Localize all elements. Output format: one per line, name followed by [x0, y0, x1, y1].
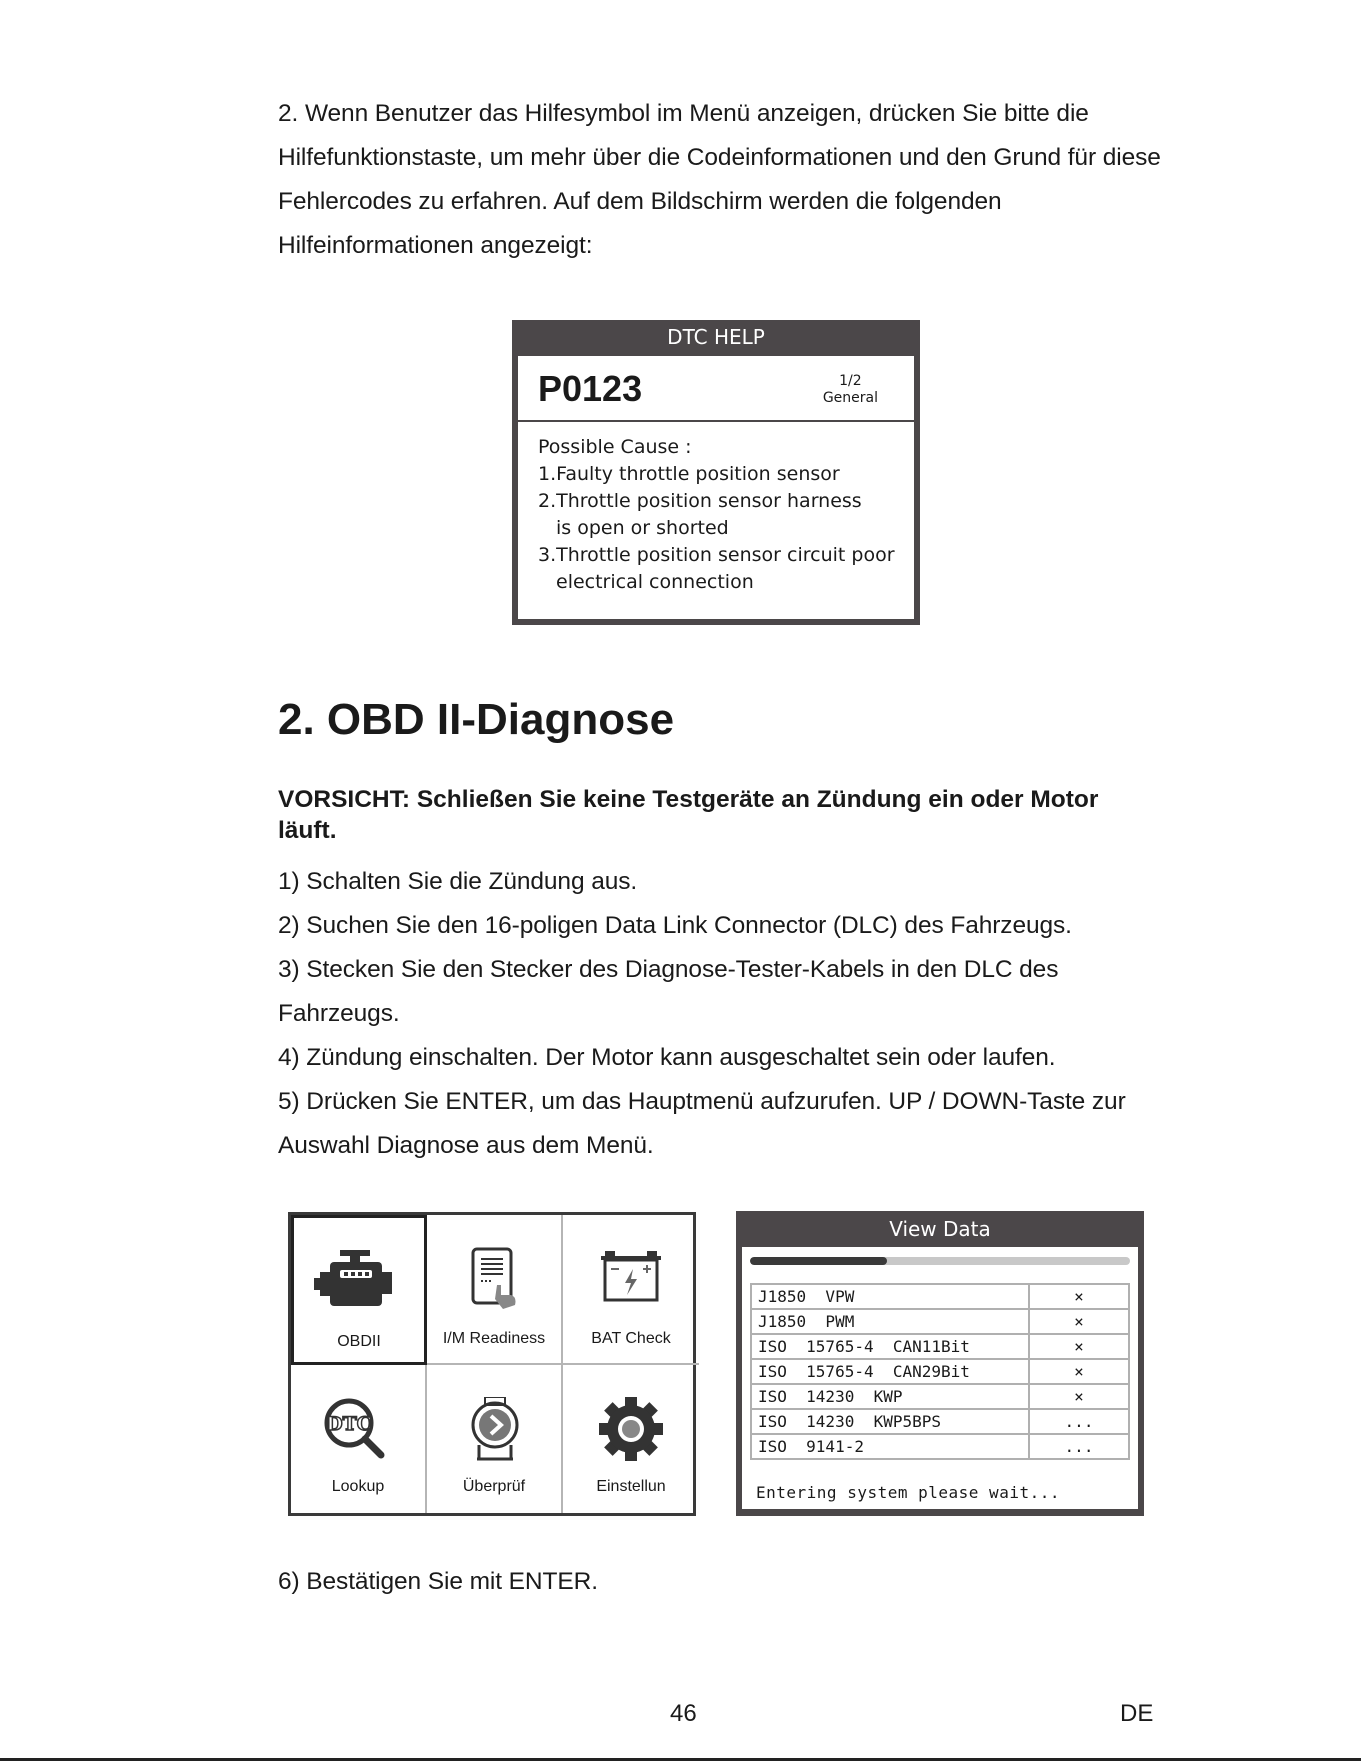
- dtc-cause-line: electrical connection: [556, 571, 754, 593]
- protocol-name: ISO 14230 KWP5BPS: [751, 1409, 1029, 1434]
- dtc-help-title: DTC HELP: [667, 325, 765, 349]
- dtc-cause-line: 1.Faulty throttle position sensor: [538, 463, 840, 485]
- protocol-status: ...: [1029, 1409, 1129, 1434]
- protocol-row: [751, 1284, 1129, 1309]
- protocol-name: ISO 9141-2: [751, 1434, 1029, 1459]
- protocol-name: ISO 15765-4 CAN11Bit: [751, 1334, 1029, 1359]
- page-number: 46: [670, 1700, 697, 1727]
- protocol-table: [750, 1283, 1130, 1460]
- dtc-help-screen: [512, 320, 920, 625]
- step-item: 6) Bestätigen Sie mit ENTER.: [278, 1568, 598, 1595]
- protocol-status: ...: [1029, 1434, 1129, 1459]
- protocol-status: ×: [1029, 1384, 1129, 1409]
- dtc-cause-line: is open or shorted: [556, 517, 729, 539]
- dtc-category: General: [822, 390, 878, 406]
- step-item: 3) Stecken Sie den Stecker des Diagnose-Tester-Kabels in den DLC des Fahrzeugs.: [278, 956, 1059, 1027]
- dtc-cause-list: [518, 422, 914, 596]
- protocol-row: [751, 1334, 1129, 1359]
- menu-tile-lookup[interactable]: [291, 1365, 427, 1513]
- step-item: 5) Drücken Sie ENTER, um das Hauptmenü aufzurufen. UP / DOWN-Taste zur Auswahl Diagnose aus dem Menü.: [278, 1088, 1126, 1159]
- engine-icon: [294, 1250, 430, 1314]
- step-item: 2) Suchen Sie den 16-poligen Data Link Connector (DLC) des Fahrzeugs.: [278, 912, 1072, 939]
- step-item: 4) Zündung einschalten. Der Motor kann ausgeschaltet sein oder laufen.: [278, 1044, 1056, 1071]
- menu-tile-im-readiness[interactable]: [427, 1215, 563, 1365]
- dtc-page-number: 1/2: [839, 373, 862, 389]
- protocol-status: ×: [1029, 1284, 1129, 1309]
- protocol-name: J1850 PWM: [751, 1309, 1029, 1334]
- menu-tile-review[interactable]: [427, 1365, 563, 1513]
- protocol-row: [751, 1359, 1129, 1384]
- section-heading: 2. OBD II-Diagnose: [278, 695, 675, 744]
- protocol-name: ISO 14230 KWP: [751, 1384, 1029, 1409]
- progress-fill: [750, 1257, 887, 1265]
- main-menu-grid: [288, 1212, 696, 1516]
- protocol-row: [751, 1309, 1129, 1334]
- protocol-name: ISO 15765-4 CAN29Bit: [751, 1359, 1029, 1384]
- dtc-magnifier-icon: [291, 1397, 427, 1461]
- menu-tile-label: Einstellun: [596, 1478, 666, 1495]
- status-text: Entering system please wait...: [756, 1483, 1060, 1502]
- protocol-row: [751, 1434, 1129, 1459]
- tablet-touch-icon: [427, 1247, 563, 1311]
- dtc-code: P0123: [538, 368, 643, 409]
- protocol-row: [751, 1409, 1129, 1434]
- view-data-title: View Data: [889, 1217, 991, 1241]
- view-data-panel: [742, 1247, 1138, 1509]
- intro-paragraph: 2. Wenn Benutzer das Hilfesymbol im Menü anzeigen, drücken Sie bitte die Hilfefunktionstaste, um mehr über die Codeinformationen und den Grund für diese Fehlercodes zu erfahren. Auf dem Bildschirm werden die folgenden Hilfeinformationen angezeigt:: [278, 100, 1161, 259]
- menu-tile-obdii[interactable]: [291, 1215, 427, 1365]
- dtc-help-panel: [518, 356, 914, 619]
- battery-icon: [563, 1247, 699, 1311]
- menu-tile-label: I/M Readiness: [442, 1330, 546, 1347]
- menu-tile-label: Überprüf: [462, 1478, 526, 1495]
- dtc-cause-label: Possible Cause :: [538, 436, 692, 458]
- protocol-status: ×: [1029, 1359, 1129, 1384]
- menu-tile-settings[interactable]: [563, 1365, 699, 1513]
- menu-tile-bat-check[interactable]: [563, 1215, 699, 1365]
- view-data-screen: [736, 1211, 1144, 1516]
- protocol-status: ×: [1029, 1334, 1129, 1359]
- dtc-cause-line: 3.Throttle position sensor circuit poor: [538, 544, 895, 566]
- protocol-row: [751, 1384, 1129, 1409]
- dtc-page-indicator: [823, 373, 878, 407]
- steps-list: [278, 860, 1148, 1168]
- menu-tile-label: BAT Check: [591, 1330, 671, 1347]
- gear-icon: [563, 1397, 699, 1461]
- review-icon: [427, 1397, 563, 1461]
- caution-note: VORSICHT: Schließen Sie keine Testgeräte an Zündung ein oder Motor läuft.: [278, 786, 1099, 844]
- protocol-name: J1850 VPW: [751, 1284, 1029, 1309]
- language-code: DE: [1120, 1700, 1154, 1727]
- dtc-cause-line: 2.Throttle position sensor harness: [538, 490, 862, 512]
- step-item: 1) Schalten Sie die Zündung aus.: [278, 868, 638, 895]
- dtc-help-header: [518, 356, 914, 422]
- protocol-status: ×: [1029, 1309, 1129, 1334]
- svg-text:DTC: DTC: [326, 1413, 372, 1435]
- menu-tile-label: Lookup: [331, 1478, 385, 1495]
- progress-bar: [750, 1257, 1130, 1265]
- menu-tile-label: OBDII: [337, 1333, 381, 1350]
